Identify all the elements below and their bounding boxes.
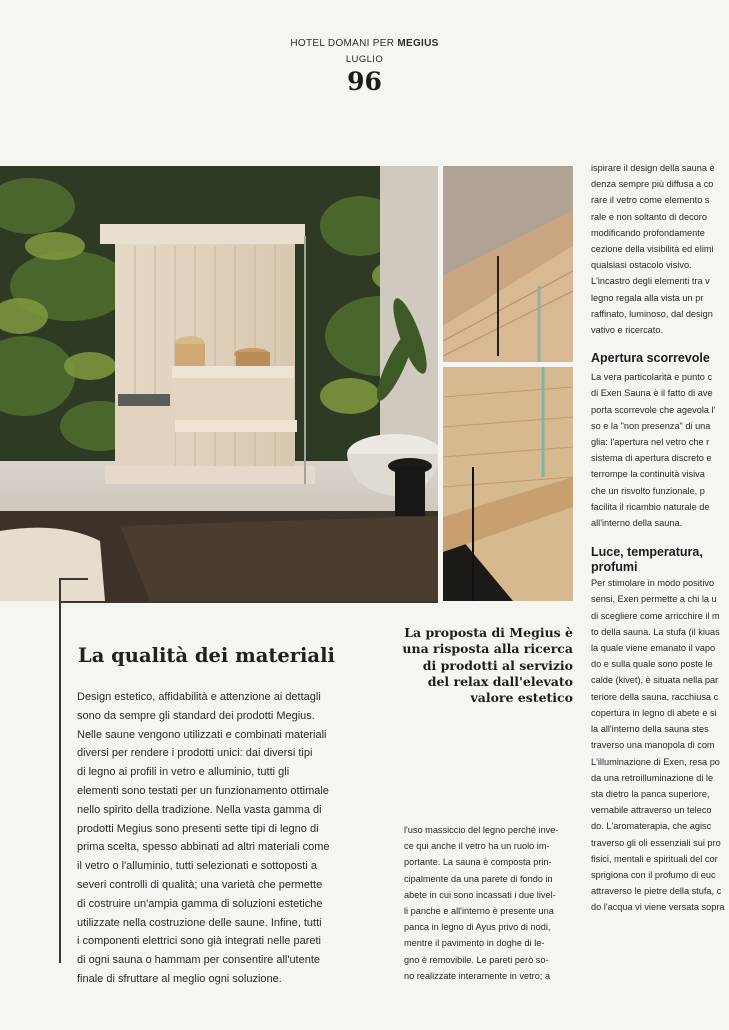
section-heading-apertura: Apertura scorrevole <box>591 351 710 366</box>
right-column <box>591 160 729 916</box>
pull-quote-line: di prodotti al servizio <box>422 657 573 673</box>
text-line: facilita il ricambio naturale de <box>591 501 710 512</box>
pull-quote <box>392 625 573 706</box>
text-line: Design estetico, affidabilità e attenzione ai dettagli <box>77 691 321 703</box>
text-line: Nelle saune vengono utilizzati e combinati materiali <box>77 728 327 741</box>
text-line: denza sempre più diffusa a co <box>591 179 714 190</box>
article-title: La qualità dei materiali <box>78 644 335 667</box>
text-line: terrompe la continuità visiva <box>591 469 705 480</box>
text-line: gno è removibile. Le pareti però so- <box>404 954 549 965</box>
page-number: 96 <box>347 67 382 96</box>
text-line: di costruire un'ampia gamma di soluzioni estetiche <box>77 897 323 910</box>
frame-line-top <box>59 578 88 580</box>
text-line: Per stimolare in modo positivo <box>591 578 715 589</box>
pull-quote-line: una risposta alla ricerca <box>402 641 573 657</box>
text-line: do. L'aromaterapia, che agisc <box>591 821 712 832</box>
page-header <box>0 38 729 96</box>
text-line: i componenti elettrici sono già integrati nelle pareti <box>77 935 321 948</box>
text-line: abete in cui sono incassati i due livel- <box>404 889 556 900</box>
wood-glass-corner-photo <box>443 166 573 362</box>
text-line: qualsiasi ostacolo visivo. <box>591 260 692 271</box>
text-line: di legno ai profili in vetro e alluminio, tutti gli <box>77 766 290 779</box>
text-line: La vera particolarità e punto c <box>591 372 713 383</box>
text-line: sensi, Exen permette a chi la u <box>591 594 717 605</box>
text-line: cezione della visibilità ed elimi <box>591 244 714 255</box>
text-line: che un risvolto funzionale, p <box>591 485 705 496</box>
text-line: teriore della sauna, racchiusa c <box>591 691 719 702</box>
section-heading-luce <box>591 545 729 575</box>
text-line: legno regala alla vista un pr <box>591 292 704 303</box>
text-line: cipalmente da una parete di fondo in <box>404 873 553 884</box>
text-line: elementi sono testati per un funzionamento ottimale <box>77 784 329 797</box>
text-line: attraverso le pietre della stufa, c <box>591 886 722 897</box>
sauna-room-photo <box>0 166 438 601</box>
text-line: di Exen Sauna è il fatto di ave <box>591 388 713 399</box>
text-line: la all'interno della sauna stes <box>591 724 709 735</box>
text-line: porta scorrevole che agevola l' <box>591 404 716 415</box>
text-line: ispirare il design della sauna è <box>591 163 715 173</box>
text-line: L'incastro degli elementi tra v <box>591 276 710 287</box>
publication-name: HOTEL DOMANI PER <box>290 38 395 49</box>
text-line: calde (kivet), è situata nella par <box>591 675 719 686</box>
text-line: sta dietro la panca superiore, <box>591 788 710 799</box>
text-line: diversi per rendere i prodotti unici: dai diversi tipi <box>77 747 313 760</box>
text-line: di scegliere come arricchire il m <box>591 610 720 621</box>
issue-month: LUGLIO <box>345 54 384 65</box>
text-line: sprigiona con il profumo di euc <box>591 869 716 880</box>
text-line: do l'acqua vi viene versata sopra <box>591 902 725 913</box>
text-line: modificando profondamente <box>591 227 705 238</box>
text-line: severi controlli di qualità; una varietà che permette <box>77 878 323 891</box>
text-line: all'interno della sauna. <box>591 518 683 529</box>
text-line: to della sauna. La stufa (il kiuas <box>591 626 720 637</box>
text-line: do e sulla quale sono poste le <box>591 659 713 670</box>
text-line: li panche e all'interno è presente una <box>404 906 554 917</box>
sauna-illustration <box>0 166 438 601</box>
section-heading-luce-line2: profumi <box>591 560 638 575</box>
text-line: traverso una manopola di com <box>591 740 715 751</box>
publication-line <box>0 38 729 49</box>
text-line: l'uso massiccio del legno perché inve- <box>404 825 559 835</box>
sliding-door-detail-photo <box>443 367 573 601</box>
text-line: da una retroilluminazione di le <box>591 772 714 783</box>
text-line: sistema di apertura discreto e <box>591 453 712 464</box>
text-line: ce qui anche il vetro ha un ruolo im- <box>404 841 550 852</box>
text-line: sono da sempre gli standard dei prodotti Megius. <box>77 709 315 722</box>
pull-quote-line: valore estetico <box>470 690 573 706</box>
text-line: la quale viene emanato il vapo <box>591 643 716 654</box>
text-line: glia: l'apertura nel vetro che r <box>591 437 710 448</box>
brand-name: MEGIUS <box>397 38 439 49</box>
text-line: raffinato, luminoso, dal design <box>591 308 713 319</box>
text-line: portante. La sauna è composta prin- <box>404 857 552 868</box>
text-line: utilizzate nella costruzione delle saune. Infine, tutti <box>77 916 322 929</box>
door-detail-illustration <box>443 367 573 601</box>
text-line: mentre il pavimento in doghe di le- <box>404 938 545 949</box>
frame-line-left <box>59 578 61 963</box>
text-line: vernabile attraverso un teleco <box>591 805 712 816</box>
text-line: traverso gli oli essenziali sui pro <box>591 837 721 848</box>
text-line: no realizzate interamente in vetro; a <box>404 970 551 981</box>
text-line: prodotti Megius sono presenti sette tipi di legno di <box>77 822 319 835</box>
pull-quote-line: La proposta di Megius è <box>404 625 573 640</box>
text-line: rare il vetro come elemento s <box>591 195 710 206</box>
text-line: copertura in legno di abete e si <box>591 707 717 718</box>
frame-line-under-photo <box>59 601 438 603</box>
text-line: fisici, mentali e spirituali del cor <box>591 853 718 864</box>
text-line: so e la "non presenza" di una <box>591 420 711 431</box>
pull-quote-line: del relax dall'elevato <box>427 673 573 689</box>
corner-detail-illustration <box>443 166 573 362</box>
middle-column <box>404 822 576 984</box>
text-line: rale e non soltanto di decoro <box>591 211 707 222</box>
text-line: il vetro o l'alluminio, tutti selezionati e sottoposti a <box>77 860 317 873</box>
text-line: di ogni sauna o hammam per consentire all'utente <box>77 954 321 967</box>
article-body <box>77 688 360 989</box>
section-heading-luce-line1: Luce, temperatura, <box>591 545 703 560</box>
text-line: L'illuminazione di Exen, resa po <box>591 756 720 767</box>
text-line: finale di sfruttare al meglio ogni soluzione. <box>77 972 282 985</box>
text-line: vativo e ricercato. <box>591 325 663 336</box>
text-line: panca in legno di Ayus privo di nodi, <box>404 922 551 933</box>
text-line: prima scelta, spesso abbinati ad altri materiali come <box>77 841 330 854</box>
text-line: nello spirito della tradizione. Nella vasta gamma di <box>77 803 322 816</box>
